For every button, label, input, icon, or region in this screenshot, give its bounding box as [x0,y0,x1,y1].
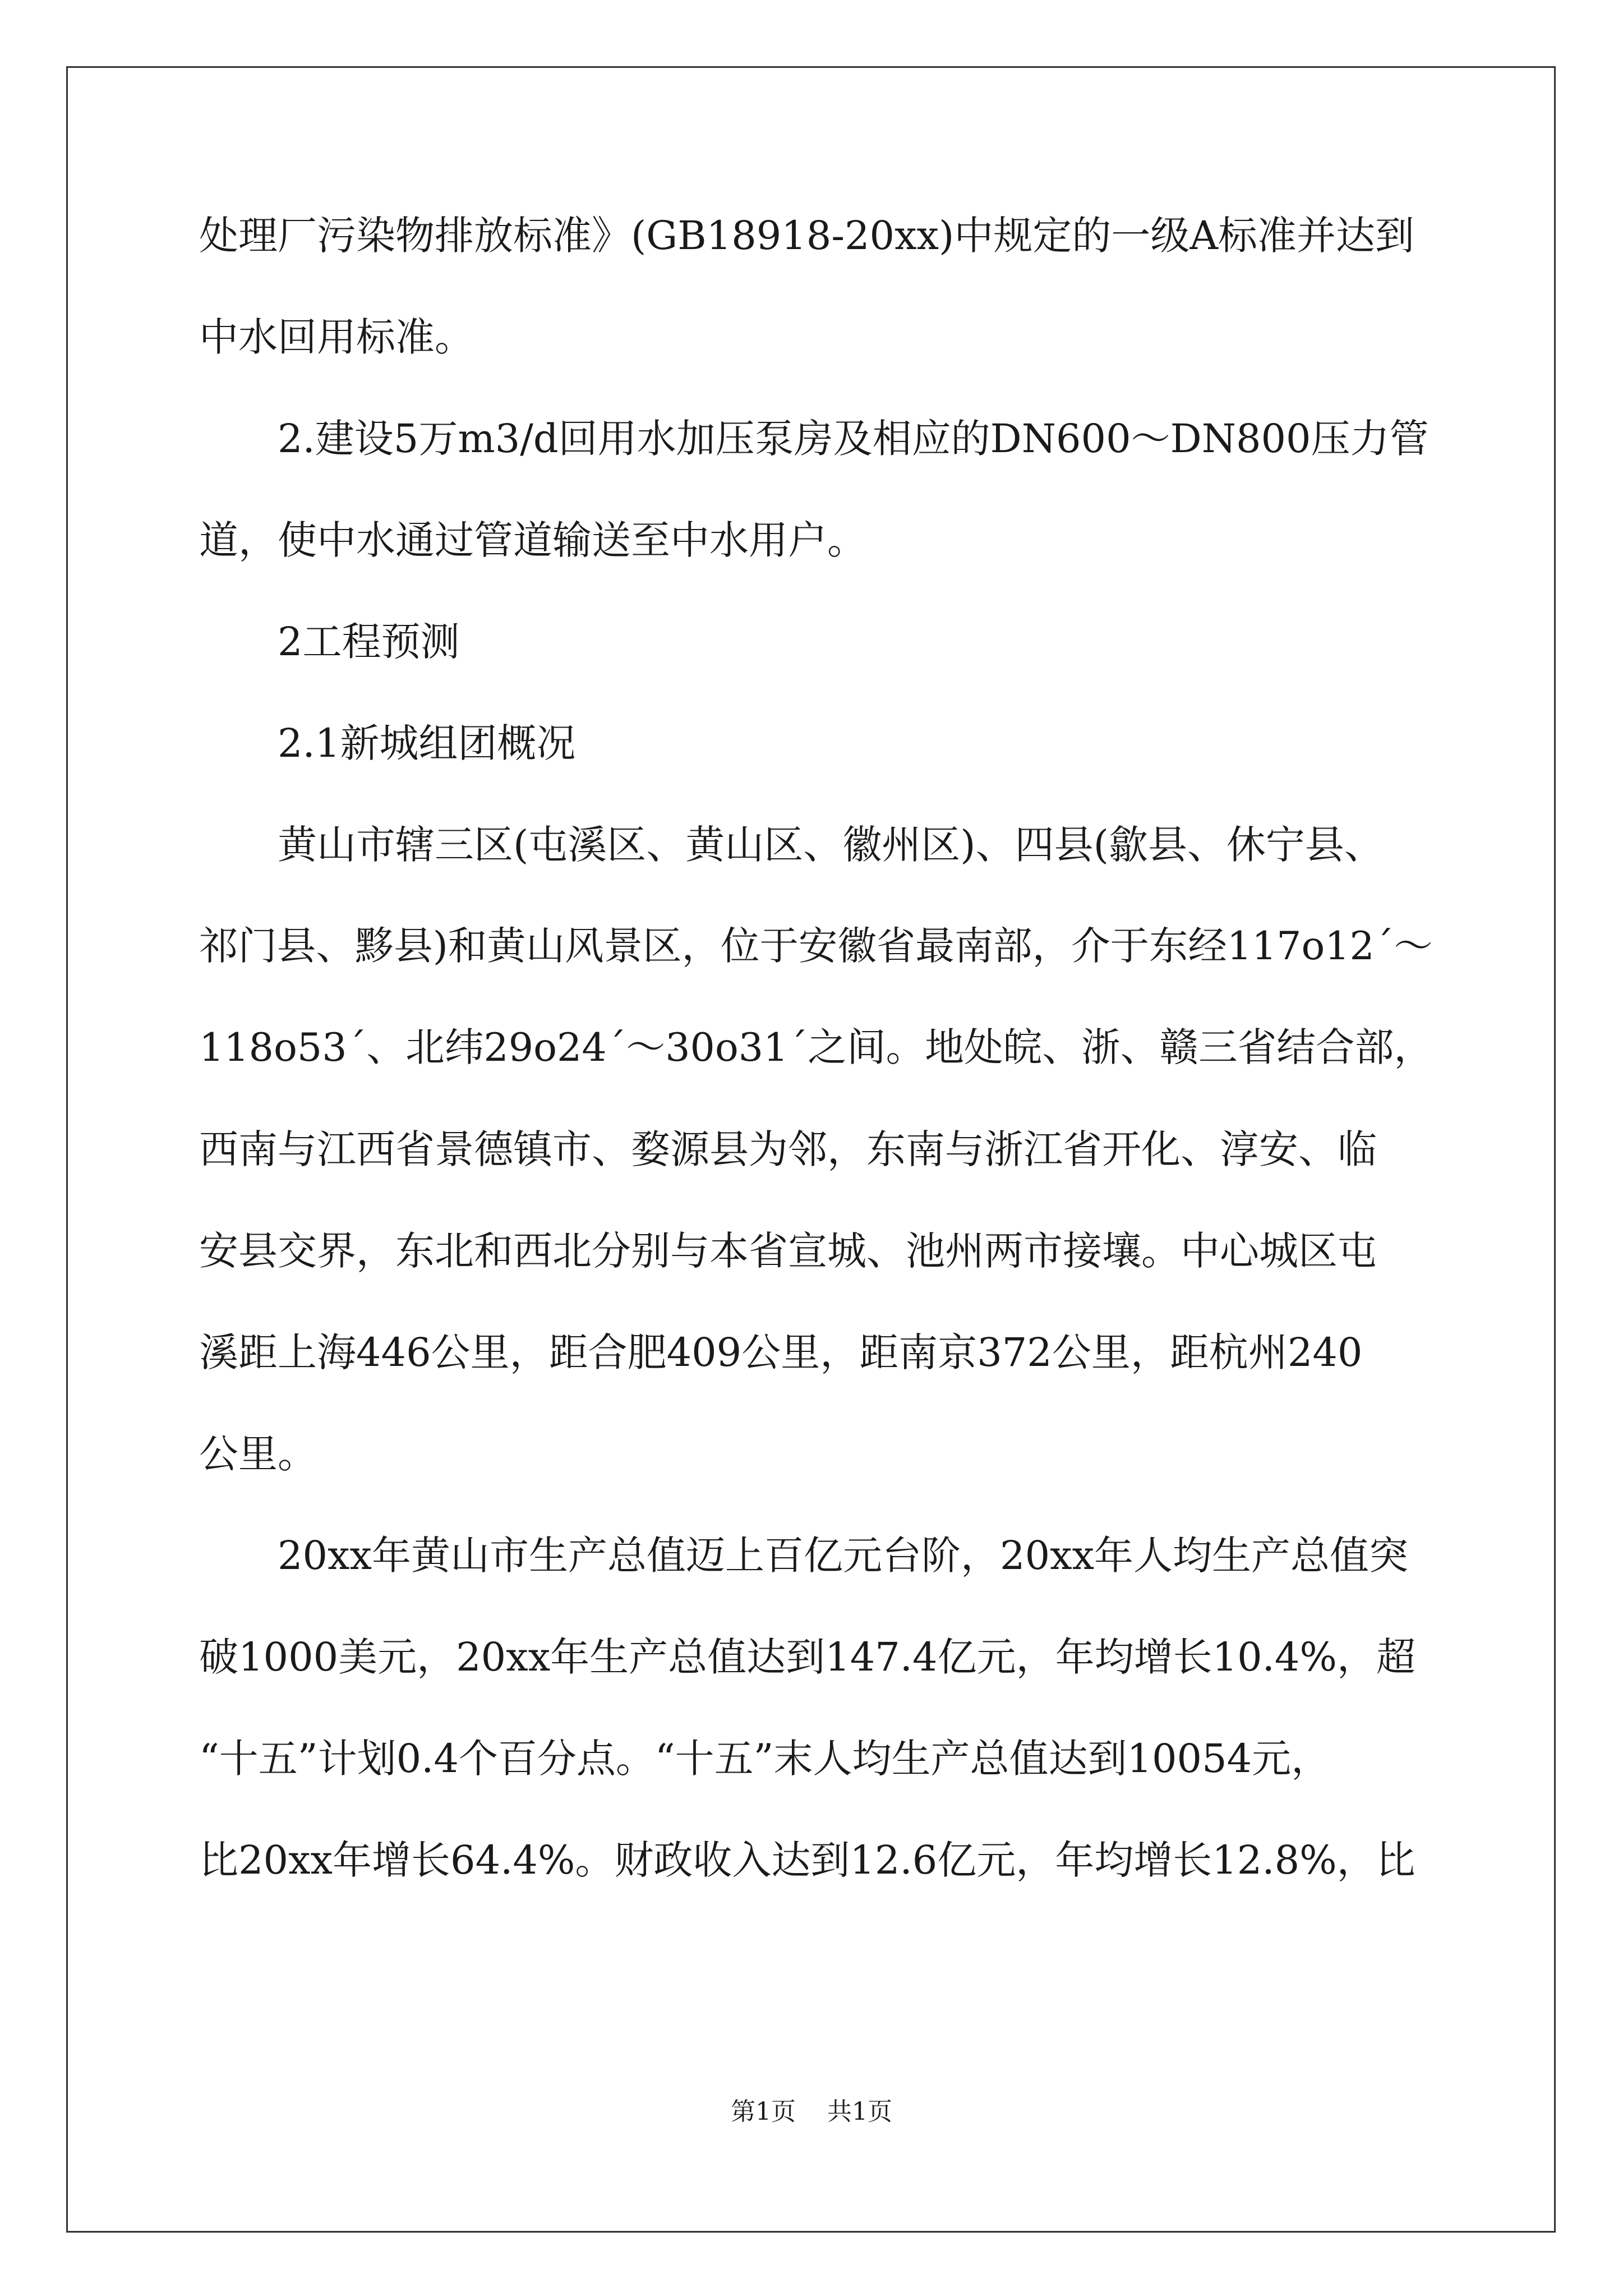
paragraph-line: 道，使中水通过管道输送至中水用户。 [199,517,866,563]
paragraph-line: 西南与江西省景德镇市、婺源县为邻，东南与浙江省开化、淳安、临 [199,1126,1377,1172]
page-number-footer: 第1页 共1页 [731,2097,892,2126]
paragraph-line: 安县交界，东北和西北分别与本省宣城、池州两市接壤。中心城区屯 [199,1228,1377,1274]
section-heading: 2工程预测 [278,619,460,665]
paragraph-line: 公里。 [199,1431,317,1477]
paragraph-line: 比20xx年增长64.4%。财政收入达到12.6亿元，年均增长12.8%，比 [199,1837,1415,1883]
paragraph-line: “十五”计划0.4个百分点。“十五”末人均生产总值达到10054元， [199,1736,1331,1782]
paragraph-line: 破1000美元，20xx年生产总值达到147.4亿元，年均增长10.4%，超 [199,1634,1415,1680]
paragraph-line: 黄山市辖三区(屯溪区、黄山区、徽州区)、四县(歙县、休宁县、 [278,822,1384,868]
paragraph-line: 118o53´、北纬29o24´～30o31´之间。地处皖、浙、赣三省结合部， [199,1025,1433,1070]
paragraph-line: 2.建设5万m3/d回用水加压泵房及相应的DN600～DN800压力管 [278,416,1429,462]
paragraph-line: 中水回用标准。 [199,314,474,360]
paragraph-line: 祁门县、黟县)和黄山风景区，位于安徽省最南部，介于东经117o12´～ [199,924,1433,969]
paragraph-line: 处理厂污染物排放标准》(GB18918-20xx)中规定的一级A标准并达到 [199,213,1414,259]
paragraph-line: 溪距上海446公里，距合肥409公里，距南京372公里，距杭州240 [199,1329,1363,1375]
paragraph-line: 20xx年黄山市生产总值迈上百亿元台阶，20xx年人均生产总值突 [278,1533,1409,1579]
subsection-heading: 2.1新城组团概况 [278,720,576,766]
